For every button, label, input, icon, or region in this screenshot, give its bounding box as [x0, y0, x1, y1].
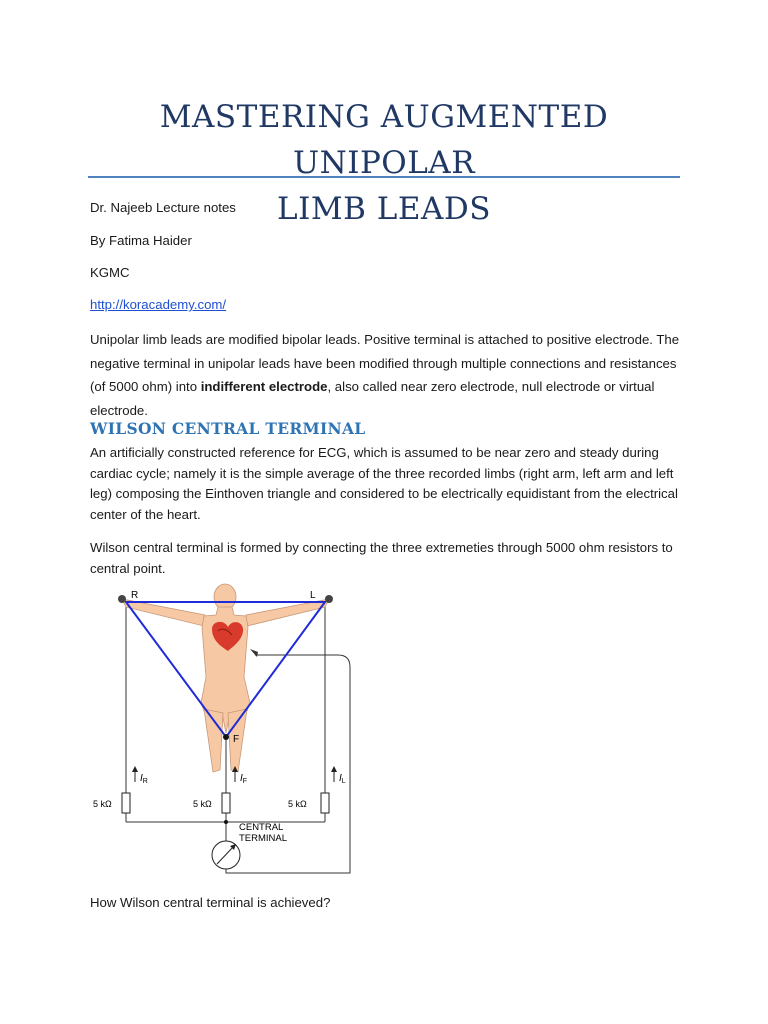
arrowhead-icon [250, 649, 258, 657]
diagram-svg [93, 585, 400, 885]
label-l: L [310, 590, 316, 601]
resistor-right [321, 793, 329, 813]
resistor-right-label: 5 kΩ [288, 799, 307, 809]
title-line-1: MASTERING AUGMENTED UNIPOLAR [159, 99, 609, 181]
current-l-label: $I_L$ [339, 773, 346, 785]
intro-paragraph [90, 328, 690, 422]
current-f-label: $I_F$ [240, 773, 248, 785]
intro-text-2: , also called near zero electrode, null electrode or virtual electrode. [90, 379, 655, 418]
resistor-center-label: 5 kΩ [193, 799, 212, 809]
resistor-left-label: 5 kΩ [93, 799, 112, 809]
central-terminal-label-2: TERMINAL [239, 833, 288, 844]
institution-line: KGMC [90, 265, 130, 280]
section-heading: WILSON CENTRAL TERMINAL [90, 419, 366, 438]
arrow-up-icon [132, 766, 138, 772]
resistor-left [122, 793, 130, 813]
central-terminal-label-1: CENTRAL [239, 822, 284, 833]
arrow-up-icon [331, 766, 337, 772]
section-paragraph-2: Wilson central terminal is formed by connecting the three extremeties through 5000 ohm resistors to central point. [90, 540, 673, 576]
question-line: How Wilson central terminal is achieved? [90, 895, 331, 910]
intro-text-1: Unipolar limb leads are modified bipolar leads. Positive terminal is attached to positive electrode. The negative terminal in unipolar leads have been modified through multiple connections and resistances (of 5000 ohm) into [90, 332, 680, 394]
wilson-terminal-diagram [93, 585, 400, 885]
node-f [223, 734, 229, 740]
resistor-center [222, 793, 230, 813]
section-paragraph-1: An artificially constructed reference for ECG, which is assumed to be near zero and steady during cardiac cycle; namely it is the simple average of the three recorded limbs (right arm, left arm and left leg) composing the Einthoven triangle and considered to be electrically equidistant from the electrical center of the heart. [90, 445, 678, 522]
label-r: R [131, 590, 139, 601]
current-r-label: $I_R$ [140, 773, 148, 785]
electrode-r [118, 595, 126, 603]
central-node [224, 820, 228, 824]
lecture-credit: Dr. Najeeb Lecture notes [90, 200, 236, 215]
galvanometer-icon [212, 841, 240, 869]
intro-bold-term: indifferent electrode [200, 379, 328, 394]
title-line-2: LIMB LEADS [277, 191, 491, 227]
koracademy-link[interactable]: http://koracademy.com/ [90, 297, 227, 312]
author-line: By Fatima Haider [90, 233, 192, 248]
title-divider [88, 176, 680, 178]
label-f: F [233, 734, 240, 745]
electrode-l [325, 595, 333, 603]
